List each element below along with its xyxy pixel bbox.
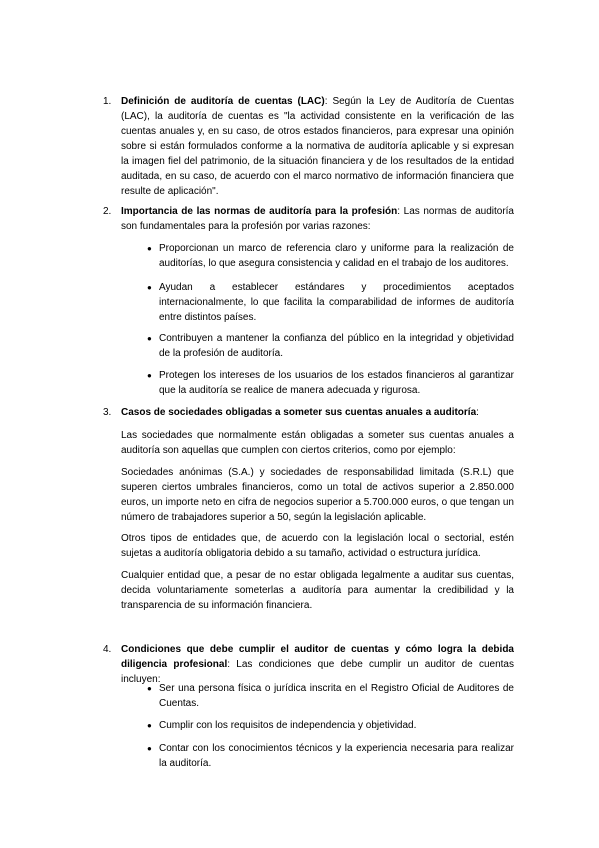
list-item: Cumplir con los requisitos de independencia y objetividad. bbox=[159, 720, 417, 731]
body-paragraph: Cualquier entidad que, a pesar de no estar obligada legalmente a auditar sus cuentas, decida voluntariamente someterlas a auditoría para aumentar la credibilidad y la transparencia de su información financiera. bbox=[121, 570, 514, 611]
section-paragraph bbox=[121, 405, 514, 420]
section-paragraph bbox=[121, 204, 514, 234]
section-number: 3. bbox=[103, 407, 112, 418]
list-item: Ayudan a establecer estándares y procedimientos aceptados internacionalmente, lo que facilita la comparabilidad de informes de auditoría entre distintos países. bbox=[159, 282, 514, 323]
section-heading: Condiciones que debe cumplir el auditor de cuentas y cómo logra la debida diligencia profesional bbox=[121, 644, 514, 670]
body-paragraph: Sociedades anónimas (S.A.) y sociedades de responsabilidad limitada (S.R.L) que superen ciertos umbrales financieros, como un total de activos superior a 2.850.000 euros, un importe neto en cifra de negocios superior a 5.700.000 euros, o que tengan un número de trabajadores superior a 50, según la legislación aplicable. bbox=[121, 467, 514, 523]
section-heading: Importancia de las normas de auditoría para la profesión bbox=[121, 206, 398, 217]
list-item: Ser una persona física o jurídica inscrita en el Registro Oficial de Auditores de Cuentas. bbox=[159, 683, 514, 709]
bullet-icon: ● bbox=[147, 334, 152, 343]
list-item: Proporcionan un marco de referencia claro y uniforme para la realización de auditorías, lo que asegura consistencia y calidad en el trabajo de los auditores. bbox=[159, 243, 514, 269]
list-item: Protegen los intereses de los usuarios de los estados financieros al garantizar que la auditoría se realice de manera adecuada y rigurosa. bbox=[159, 370, 514, 396]
list-item: Contribuyen a mantener la confianza del público en la integridad y objetividad de la profesión de auditoría. bbox=[159, 333, 514, 359]
body-paragraph: Otros tipos de entidades que, de acuerdo con la legislación local o sectorial, estén sujetas a auditoría obligatoria debido a su tamaño, actividad o estructura jurídica. bbox=[121, 533, 514, 559]
body-paragraph: Las sociedades que normalmente están obligadas a someter sus cuentas anuales a auditoría son aquellas que cumplen con ciertos criterios, como por ejemplo: bbox=[121, 430, 514, 456]
bullet-icon: ● bbox=[147, 283, 152, 292]
section-heading: Definición de auditoría de cuentas (LAC) bbox=[121, 96, 325, 107]
bullet-icon: ● bbox=[147, 371, 152, 380]
bullet-icon: ● bbox=[147, 684, 152, 693]
section-heading: Casos de sociedades obligadas a someter sus cuentas anuales a auditoría bbox=[121, 407, 477, 418]
section-body: : Las condiciones que debe cumplir un auditor de cuentas incluyen: bbox=[121, 659, 514, 685]
section-paragraph bbox=[121, 94, 514, 199]
section-body: : bbox=[476, 407, 479, 418]
list-item: Contar con los conocimientos técnicos y la experiencia necesaria para realizar la auditoría. bbox=[159, 743, 514, 769]
section-body: : Según la Ley de Auditoría de Cuentas (LAC), la auditoría de cuentas es "la actividad consistente en la verificación de las cuentas anuales y, en su caso, de otros estados financieros, para expresar una opinión sobre si están formulados conforme a la normativa de auditoría aplicable y si expresan la imagen fiel del patrimonio, de la situación financiera y de los resultados de la entidad auditada, en su caso, de acuerdo con el marco normativo de información financiera que resulte de aplicación". bbox=[121, 96, 514, 197]
bullet-icon: ● bbox=[147, 244, 152, 253]
section-number: 4. bbox=[103, 644, 112, 655]
section-number: 1. bbox=[103, 96, 112, 107]
section-number: 2. bbox=[103, 206, 112, 217]
bullet-icon: ● bbox=[147, 744, 152, 753]
section-body: : Las normas de auditoría son fundamentales para la profesión por varias razones: bbox=[121, 206, 514, 232]
bullet-icon: ● bbox=[147, 721, 152, 730]
